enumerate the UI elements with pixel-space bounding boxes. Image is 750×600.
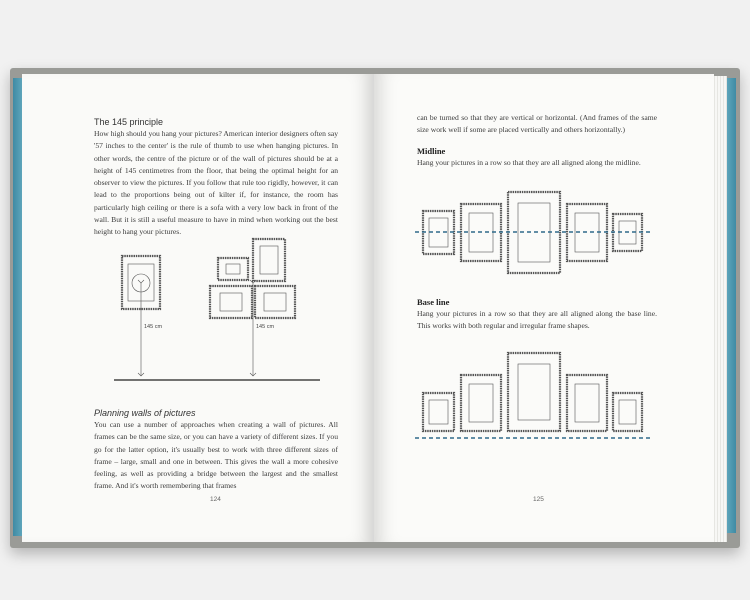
principle-heading: The 145 principle — [94, 117, 164, 127]
planning-subheading: Planning walls of pictures — [94, 408, 196, 418]
height-label-right: 145 cm — [256, 324, 275, 330]
baseline-text: Hang your pictures in a row so that they are all aligned along the base line. This works with both regular and irregular frame shapes. — [417, 309, 657, 331]
midline-text: Hang your pictures in a row so that they are all aligned along the midline. — [417, 158, 641, 167]
principle-text: How high should you hang your pictures? American interior designers often say '57 inches to the center' is the rule of thumb to use when hanging pictures. In other words, the centre of the picture or of the wall of pictures should be at a height of 145 centimetres from the floor, that being the optimal height for an observer to view the pictures. If you follow that rule too rigidly, however, it can lead to the proportions being out of kilter if, for instance, the room has particularly high ceiling or there is a sofa with a very low back in front of the wall. But it is still a useful measure to have in mind when working out the best height to hang your pictures. — [94, 129, 338, 237]
midline-heading: Midline — [417, 146, 446, 156]
page-number-left: 124 — [210, 496, 221, 503]
planning-text: You can use a number of approaches when creating a wall of pictures. All frames can be the same size, or you can have a variety of different sizes. If you go for the latter option, it's usually best to work with three different sizes of frame – large, small and one in between. This gives the wall a more cohesive feeling, as well as providing a bridge between the largest and the smallest frame. And it's worth remembering that frames — [94, 420, 338, 491]
baseline-heading: Base line — [417, 297, 450, 307]
height-label-left: 145 cm — [144, 324, 163, 330]
continuation-text: can be turned so that they are vertical or horizontal. (And frames of the same size work well if some are placed vertically and others horizontally.) — [417, 113, 657, 135]
page-number-right: 125 — [533, 496, 544, 503]
